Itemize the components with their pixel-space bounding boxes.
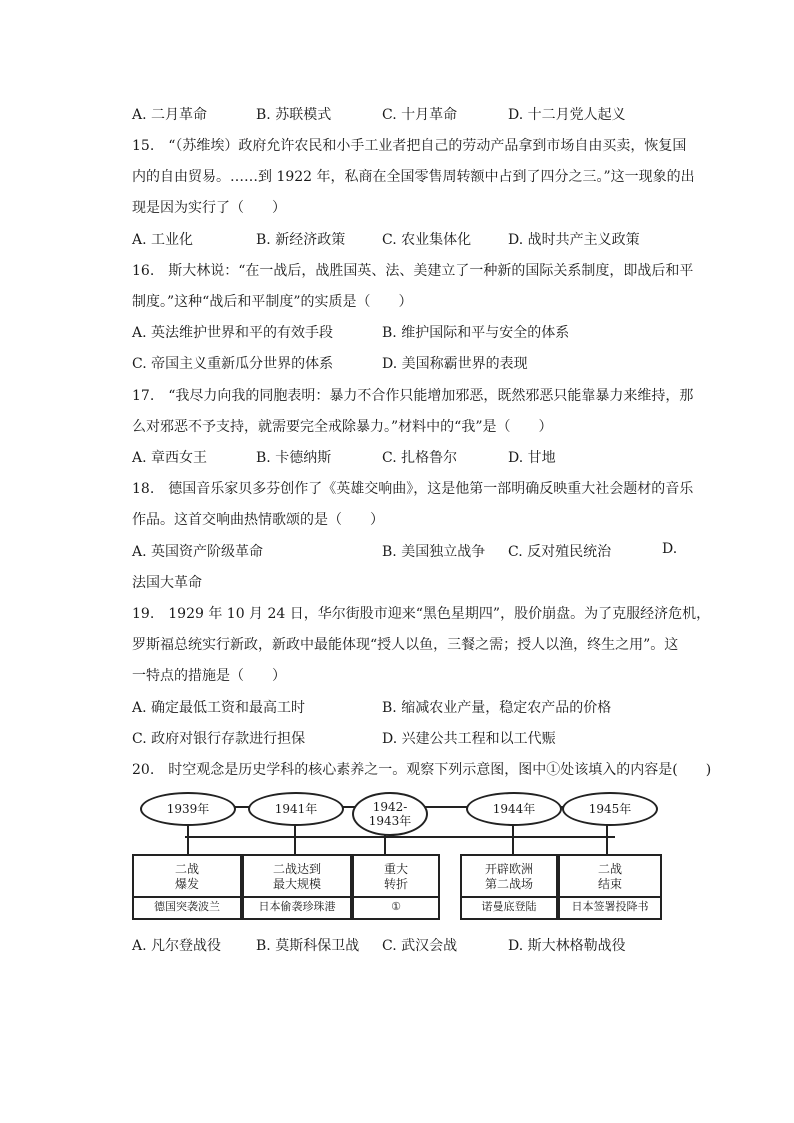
event-detail: 日本签署投降书 [560, 896, 660, 916]
q17-text-line: 么对邪恶不予支持，就需要完全戒除暴力。”材料中的“我”是（ ） [132, 419, 553, 435]
timeline-bottom-line [185, 836, 615, 838]
q16-text-line: 制度。”这种“战后和平制度”的实质是（ ） [132, 294, 413, 310]
q20-option-b: B. 莫斯科保卫战 [256, 938, 360, 954]
q16-text-line: 16. 斯大林说：“在一战后，战胜国英、法、美建立了一种新的国际关系制度，即战后和平 [132, 263, 694, 279]
q17-text-line: 17. “我尽力向我的同胞表明：暴力不合作只能增加邪恶，既然邪恶只能靠暴力来维持，那 [132, 388, 694, 404]
q16-option-c: C. 帝国主义重新瓜分世界的体系 [132, 356, 334, 372]
year-label: 1942- [372, 800, 408, 814]
q14-option-c: C. 十月革命 [382, 107, 458, 123]
q15-text-line: 现是因为实行了（ ） [132, 200, 286, 216]
q14-option-b: B. 苏联模式 [256, 107, 332, 123]
q17-option-d: D. 甘地 [508, 450, 556, 466]
q20-option-d: D. 斯大林格勒战役 [508, 938, 626, 954]
q18-option-b: B. 美国独立战争 [382, 544, 486, 560]
year-label: 1941年 [274, 802, 318, 816]
q20-option-a: A. 凡尔登战役 [132, 938, 222, 954]
q19-option-d: D. 兴建公共工程和以工代赈 [382, 731, 556, 747]
event-detail-blank: ① [354, 896, 438, 916]
q15-text-line: 内的自由贸易。……到 1922 年，私商在全国零售周转额中占到了四分之三。”这一现象的出 [132, 169, 695, 185]
event-title: 二战 [174, 862, 199, 876]
q19-option-b: B. 缩减农业产量，稳定农产品的价格 [382, 700, 612, 716]
event-title: 重大 [383, 862, 408, 876]
q17-option-c: C. 扎格鲁尔 [382, 450, 458, 466]
event-title: 转折 [383, 877, 408, 891]
event-title: 爆发 [174, 877, 199, 891]
event-box-1939 [132, 854, 242, 920]
q14-option-d: D. 十二月党人起义 [508, 107, 626, 123]
event-title: 二战 [597, 862, 622, 876]
year-ellipse-1944 [466, 792, 562, 826]
year-label: 1945年 [588, 802, 632, 816]
year-label: 1939年 [166, 802, 210, 816]
event-title: 第二战场 [484, 877, 533, 891]
year-label: 1943年 [368, 814, 412, 828]
event-box-1942-1943 [352, 854, 440, 920]
q17-option-a: A. 章西女王 [132, 450, 208, 466]
year-ellipse-1942-1943 [352, 792, 428, 836]
q14-option-a: A. 二月革命 [132, 107, 208, 123]
q17-option-b: B. 卡德纳斯 [256, 450, 332, 466]
q15-option-d: D. 战时共产主义政策 [508, 232, 640, 248]
event-title: 结束 [597, 877, 622, 891]
q18-option-a: A. 英国资产阶级革命 [132, 544, 264, 560]
event-detail: 德国突袭波兰 [134, 896, 240, 916]
event-title: 二战达到 [272, 862, 321, 876]
event-box-1944 [460, 854, 558, 920]
event-detail: 日本偷袭珍珠港 [244, 896, 350, 916]
q19-option-a: A. 确定最低工资和最高工时 [132, 700, 306, 716]
q19-text-line: 罗斯福总统实行新政，新政中最能体现“授人以鱼，三餐之需；授人以渔，终生之用”。这 [132, 637, 679, 653]
q18-text-line: 作品。这首交响曲热情歌颂的是（ ） [132, 512, 384, 528]
event-title: 最大规模 [272, 877, 321, 891]
year-label: 1944年 [492, 802, 536, 816]
year-ellipse-1945 [562, 792, 658, 826]
connector-line [384, 834, 386, 854]
q15-option-a: A. 工业化 [132, 232, 194, 248]
q18-option-c: C. 反对殖民统治 [508, 544, 612, 560]
q15-option-b: B. 新经济政策 [256, 232, 346, 248]
q18-text-line: 18. 德国音乐家贝多芬创作了《英雄交响曲》，这是他第一部明确反映重大社会题材的音乐 [132, 481, 694, 497]
q20-option-c: C. 武汉会战 [382, 938, 458, 954]
event-detail: 诺曼底登陆 [462, 896, 556, 916]
q16-option-b: B. 维护国际和平与安全的体系 [382, 325, 570, 341]
q15-text-line: 15. “（苏维埃）政府允许农民和小手工业者把自己的劳动产品拿到市场自由买卖，恢复国 [132, 138, 687, 154]
q16-option-d: D. 美国称霸世界的表现 [382, 356, 528, 372]
q20-text-line: 20. 时空观念是历史学科的核心素养之一。观察下列示意图，图中①处该填入的内容是( ) [132, 762, 712, 778]
q16-option-a: A. 英法维护世界和平的有效手段 [132, 325, 334, 341]
event-title: 开辟欧洲 [484, 862, 533, 876]
q15-option-c: C. 农业集体化 [382, 232, 472, 248]
q19-text-line: 一特点的措施是（ ） [132, 668, 286, 684]
q18-option-d-text: 法国大革命 [132, 575, 202, 591]
q19-text-line: 19. 1929 年 10 月 24 日，华尔街股市迎来“黑色星期四”，股价崩盘。为了克服经济危机， [132, 606, 711, 622]
year-ellipse-1939 [140, 792, 236, 826]
q19-option-c: C. 政府对银行存款进行担保 [132, 731, 306, 747]
timeline-diagram [130, 790, 670, 920]
event-box-1945 [558, 854, 662, 920]
event-box-1941 [242, 854, 352, 920]
q18-option-d-label: D. [662, 541, 678, 557]
year-ellipse-1941 [248, 792, 344, 826]
